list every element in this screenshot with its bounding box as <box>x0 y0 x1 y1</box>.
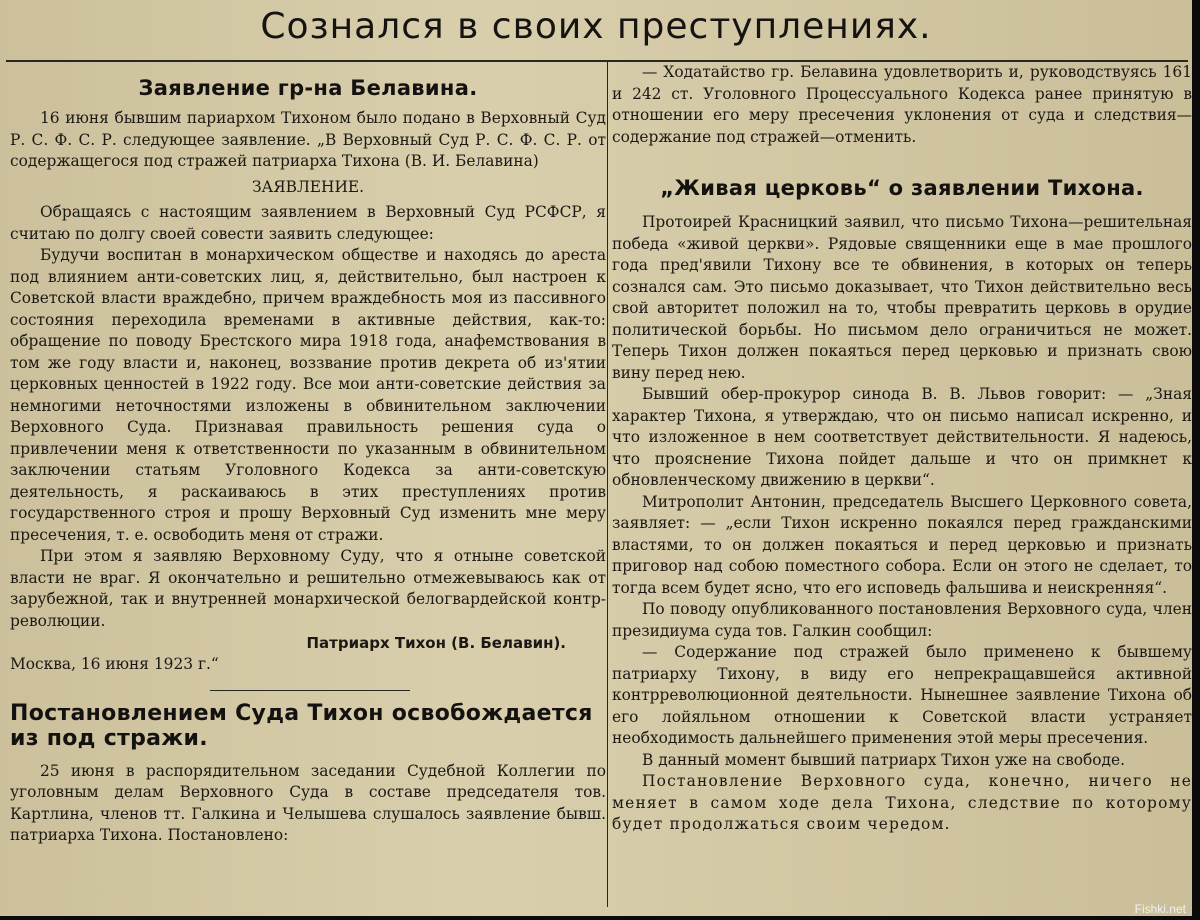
signature: Патриарх Тихон (В. Белавин). <box>306 634 566 652</box>
paragraph: В данный момент бывший патриарх Тихон уже на свободе. <box>642 750 1126 769</box>
site-watermark: Fishki.net <box>1134 902 1186 916</box>
paragraph: Митрополит Антонин, председатель Высшего Церковного совета, заявляет: — „если Тихон искренно покаялся перед гражданскими властями, то он должен покаяться и перед церковью и признать приговор над собою поместного собора. Если он этого не сделает, то тогда всем будет ясно, что его исповедь фальшива и неискренняя“. <box>612 492 1192 597</box>
statement-label: ЗАЯВЛЕНИЕ. <box>251 177 365 196</box>
article-heading-release: Постановлением Суда Тихон освобождается из под стражи. <box>10 700 593 751</box>
article-heading-belavin: Заявление гр-на Белавина. <box>138 76 478 100</box>
paragraph: Бывший обер-прокурор синода В. В. Львов говорит: — „Зная характер Тихона, я утверждаю, что он письмо написал искренно, и что изложенное в нем соответствует действительности. Я надеюсь, что прояснение Тихона пойдет дальше и что он примкнет к обновленческому движению в церкви“. <box>612 385 1192 489</box>
paragraph: 25 июня в распорядительном заседании Судебной Коллегии по уголовным делам Верховного Суда в составе председателя тов. Картлина, членов тт. Галкина и Челышева слушалось заявление бывш. патриарха Тихона. Постановлено: <box>10 761 606 844</box>
paragraph: 16 июня бывшим париархом Тихоном было подано в Верховный Суд Р. С. Ф. С. Р. следующее заявление. „В Верховный Суд Р. С. Ф. С. Р. от содержащегося под стражей патриарха Тихона (В. И. Белавина) <box>10 109 606 170</box>
paragraph: Будучи воспитан в монархическом обществе и находясь до ареста под влиянием анти-советских лиц, я, действительно, был настроен к Советской власти враждебно, причем враждебность моя из пассивного состояния переходила временами в активные действия, как-то: обращение по поводу Брестского мира 1918 года, анафемствования в том же году власти и, наконец, воззвание против декрета об из'ятии церковных ценностей в 1922 году. Все мои анти-советские действия за немногими неточностями изложены в обвинительном заключении Верховного Суда. Признавая правильность решения суда о привлечении меня к ответственности по указанным в обвинительном заключении статьям Уголовного Кодекса за анти-советскую деятельность, я раскаиваюсь в этих преступлениях против государственного строя и прошу Верховный Суд изменить мне меру пресечения, т. е. освободить меня от стражи. <box>10 246 606 544</box>
page-edge <box>1192 0 1200 920</box>
right-column <box>612 62 1192 836</box>
paragraph: — Ходатайство гр. Белавина удовлетворить и, руководствуясь 161 и 242 ст. Уголовного Процессуального Кодекса ранее принятую в отношении его меру пресечения уклонения от суда и следствия—содержание под стражей—отменить. <box>612 63 1192 146</box>
article-heading-living-church: „Живая церковь“ о заявлении Тихона. <box>660 176 1144 200</box>
paragraph: По поводу опубликованного постановления Верховного суда, член президиума суда тов. Галкин сообщил: <box>612 600 1192 640</box>
page-headline: Сознался в своих преступлениях. <box>260 6 932 47</box>
paragraph: Постановление Верховного суда, конечно, ничего не меняет в самом ходе дела Тихона, следствие по которому будет продолжаться своим чередом. <box>612 772 1192 833</box>
paragraph: Протоирей Красницкий заявил, что письмо Тихона—решительная победа «живой церкви». Рядовые священники еще в мае прошлого года пред'явили Тихону все те обвинения, в которых он теперь сознался сам. Это письмо доказывает, что Тихон действительно весь свой авторитет положил на то, чтобы превратить церковь в орудие политической борьбы. Но письмом дело ограничиться не может. Теперь Тихон должен покаяться перед церковью и признать свою вину перед нею. <box>612 213 1192 382</box>
paragraph: Обращаясь с настоящим заявлением в Верховный Суд РСФСР, я считаю по долгу своей совести заявить следующее: <box>10 203 606 243</box>
left-column <box>10 70 606 847</box>
paragraph: — Содержание под стражей было применено к бывшему патриарху Тихону, в виду его непрекращавшейся активной контрреволюционной деятельности. Нынешнее заявление Тихона об его лойяльном отношении к Советской власти устраняет необходимость дальнейшего применения этой меры пресечения. <box>612 643 1192 747</box>
column-divider <box>607 62 608 907</box>
dateline: Москва, 16 июня 1923 г.“ <box>10 655 219 673</box>
section-rule <box>210 690 410 691</box>
paragraph: При этом я заявляю Верховному Суду, что я отныне советской власти не враг. Я окончательно и решительно отмежевываюсь как от зарубежной, так и внутренней монархической белогвардейской контр-революции. <box>10 547 606 630</box>
